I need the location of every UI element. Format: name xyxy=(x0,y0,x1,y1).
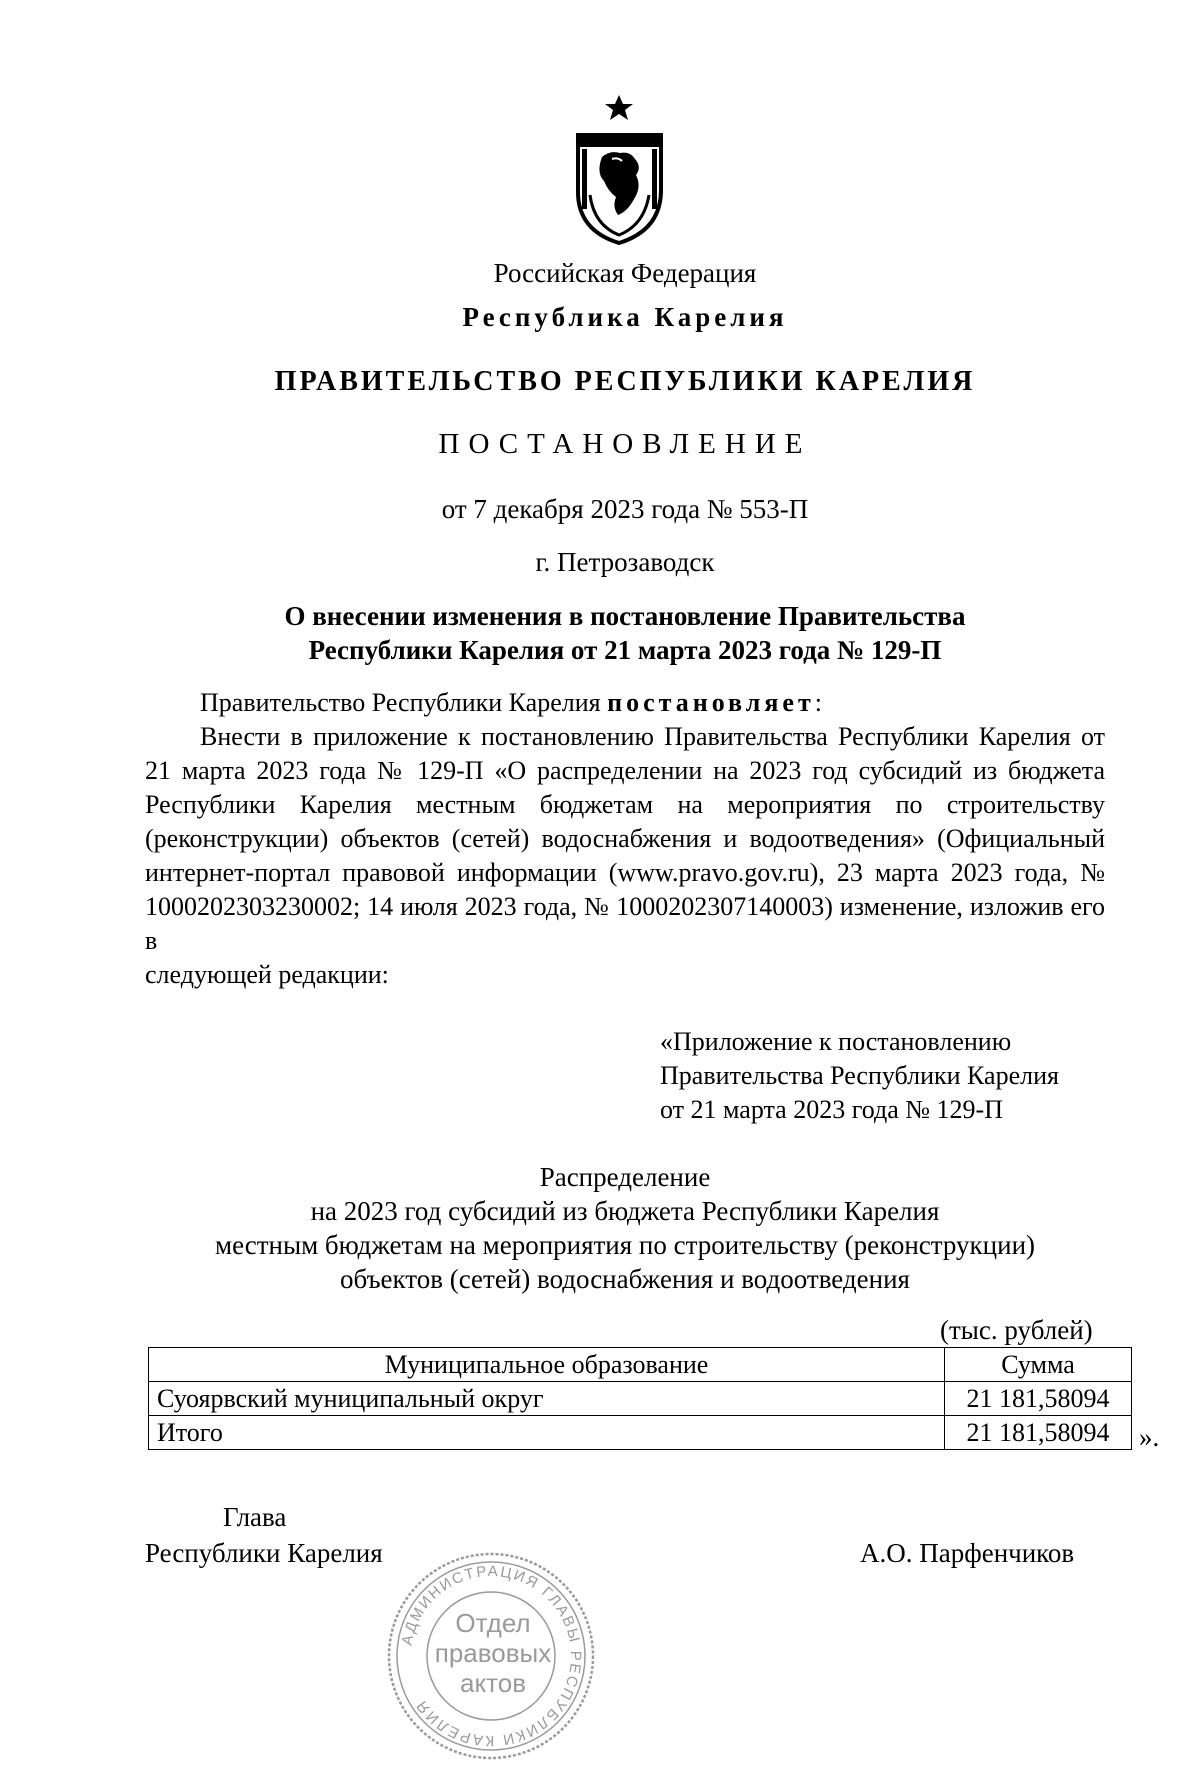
decree-title-line2: Республики Карелия от 21 марта 2023 года № 129-П xyxy=(308,635,942,665)
government-heading: ПРАВИТЕЛЬСТВО РЕСПУБЛИКИ КАРЕЛИЯ xyxy=(274,366,976,397)
main-paragraph-last-line: следующей редакции: xyxy=(145,960,389,989)
stamp-ring-text: АДМИНИСТРАЦИЯ ГЛАВЫ РЕСПУБЛИКИ КАРЕЛИЯ xyxy=(398,1562,585,1750)
table-row xyxy=(149,1382,1132,1416)
annex-reference xyxy=(660,1025,1059,1127)
stamp-center-line3: актов xyxy=(459,1668,527,1698)
country-name: Российская Федерация xyxy=(493,258,757,288)
republic-name: Республика Карелия xyxy=(462,302,788,332)
municipality-cell: Итого xyxy=(149,1416,945,1450)
distribution-table xyxy=(148,1347,1132,1450)
decree-title-line1: О внесении изменения в постановление Правительства xyxy=(284,601,966,631)
table-row xyxy=(149,1416,1132,1450)
city-name: г. Петрозаводск xyxy=(535,547,715,577)
decree-date-number: от 7 декабря 2023 года № 553-П xyxy=(441,494,809,524)
signatory-name: А.О. Парфенчиков xyxy=(860,1538,1075,1568)
document-type: ПОСТАНОВЛЕНИЕ xyxy=(438,428,812,460)
column-header-municipality: Муниципальное образование xyxy=(149,1348,945,1382)
legal-department-stamp xyxy=(385,1550,597,1762)
intro-line xyxy=(200,686,822,720)
intro-text: Правительство Республики Карелия xyxy=(200,688,601,717)
intro-colon: : xyxy=(814,688,822,717)
stamp-center-line2: правовых xyxy=(434,1638,552,1668)
unit-label: (тыс. рублей) xyxy=(940,1315,1093,1345)
signatory-position-line1: Глава xyxy=(223,1502,287,1532)
distribution-line3: объектов (сетей) водоснабжения и водоотведения xyxy=(340,1264,910,1294)
annex-ref-line3: от 21 марта 2023 года № 129-П xyxy=(660,1095,1003,1124)
distribution-title: Распределение xyxy=(539,1162,711,1192)
main-paragraph-text: Внести в приложение к постановлению Правительства Республики Карелия от 21 марта 2023 года № 129-П «О распределении на 2023 год субсидий из бюджета Республики Карелия местным бюджетам на мероприятия по строительству (реконструкции) объектов (сетей) водоснабжения и водоотведения» (Официальный интернет-портал правовой информации (www.pravo.gov.ru), 23 марта 2023 года, № 1000202303230002; 14 июля 2023 года, № 1000202307140003) изменение, изложив его в xyxy=(145,722,1105,955)
signatory-position-line2: Республики Карелия xyxy=(145,1538,383,1568)
table-header-row xyxy=(149,1348,1132,1382)
distribution-line2: местным бюджетам на мероприятия по строительству (реконструкции) xyxy=(214,1230,1036,1260)
annex-ref-line1: «Приложение к постановлению xyxy=(660,1027,1012,1056)
closing-quote: ». xyxy=(1139,1422,1160,1452)
distribution-line1: на 2023 год субсидий из бюджета Республики Карелия xyxy=(310,1196,940,1226)
annex-ref-line2: Правительства Республики Карелия xyxy=(660,1061,1059,1090)
stamp-center-line1: Отдел xyxy=(455,1608,531,1638)
amount-cell: 21 181,58094 xyxy=(945,1382,1132,1416)
column-header-amount: Сумма xyxy=(945,1348,1132,1382)
amount-cell: 21 181,58094 xyxy=(945,1416,1132,1450)
intro-verb: постановляет xyxy=(607,688,815,717)
municipality-cell: Суоярвский муниципальный округ xyxy=(149,1382,945,1416)
main-paragraph xyxy=(145,720,1105,992)
coat-of-arms-icon xyxy=(572,95,667,245)
